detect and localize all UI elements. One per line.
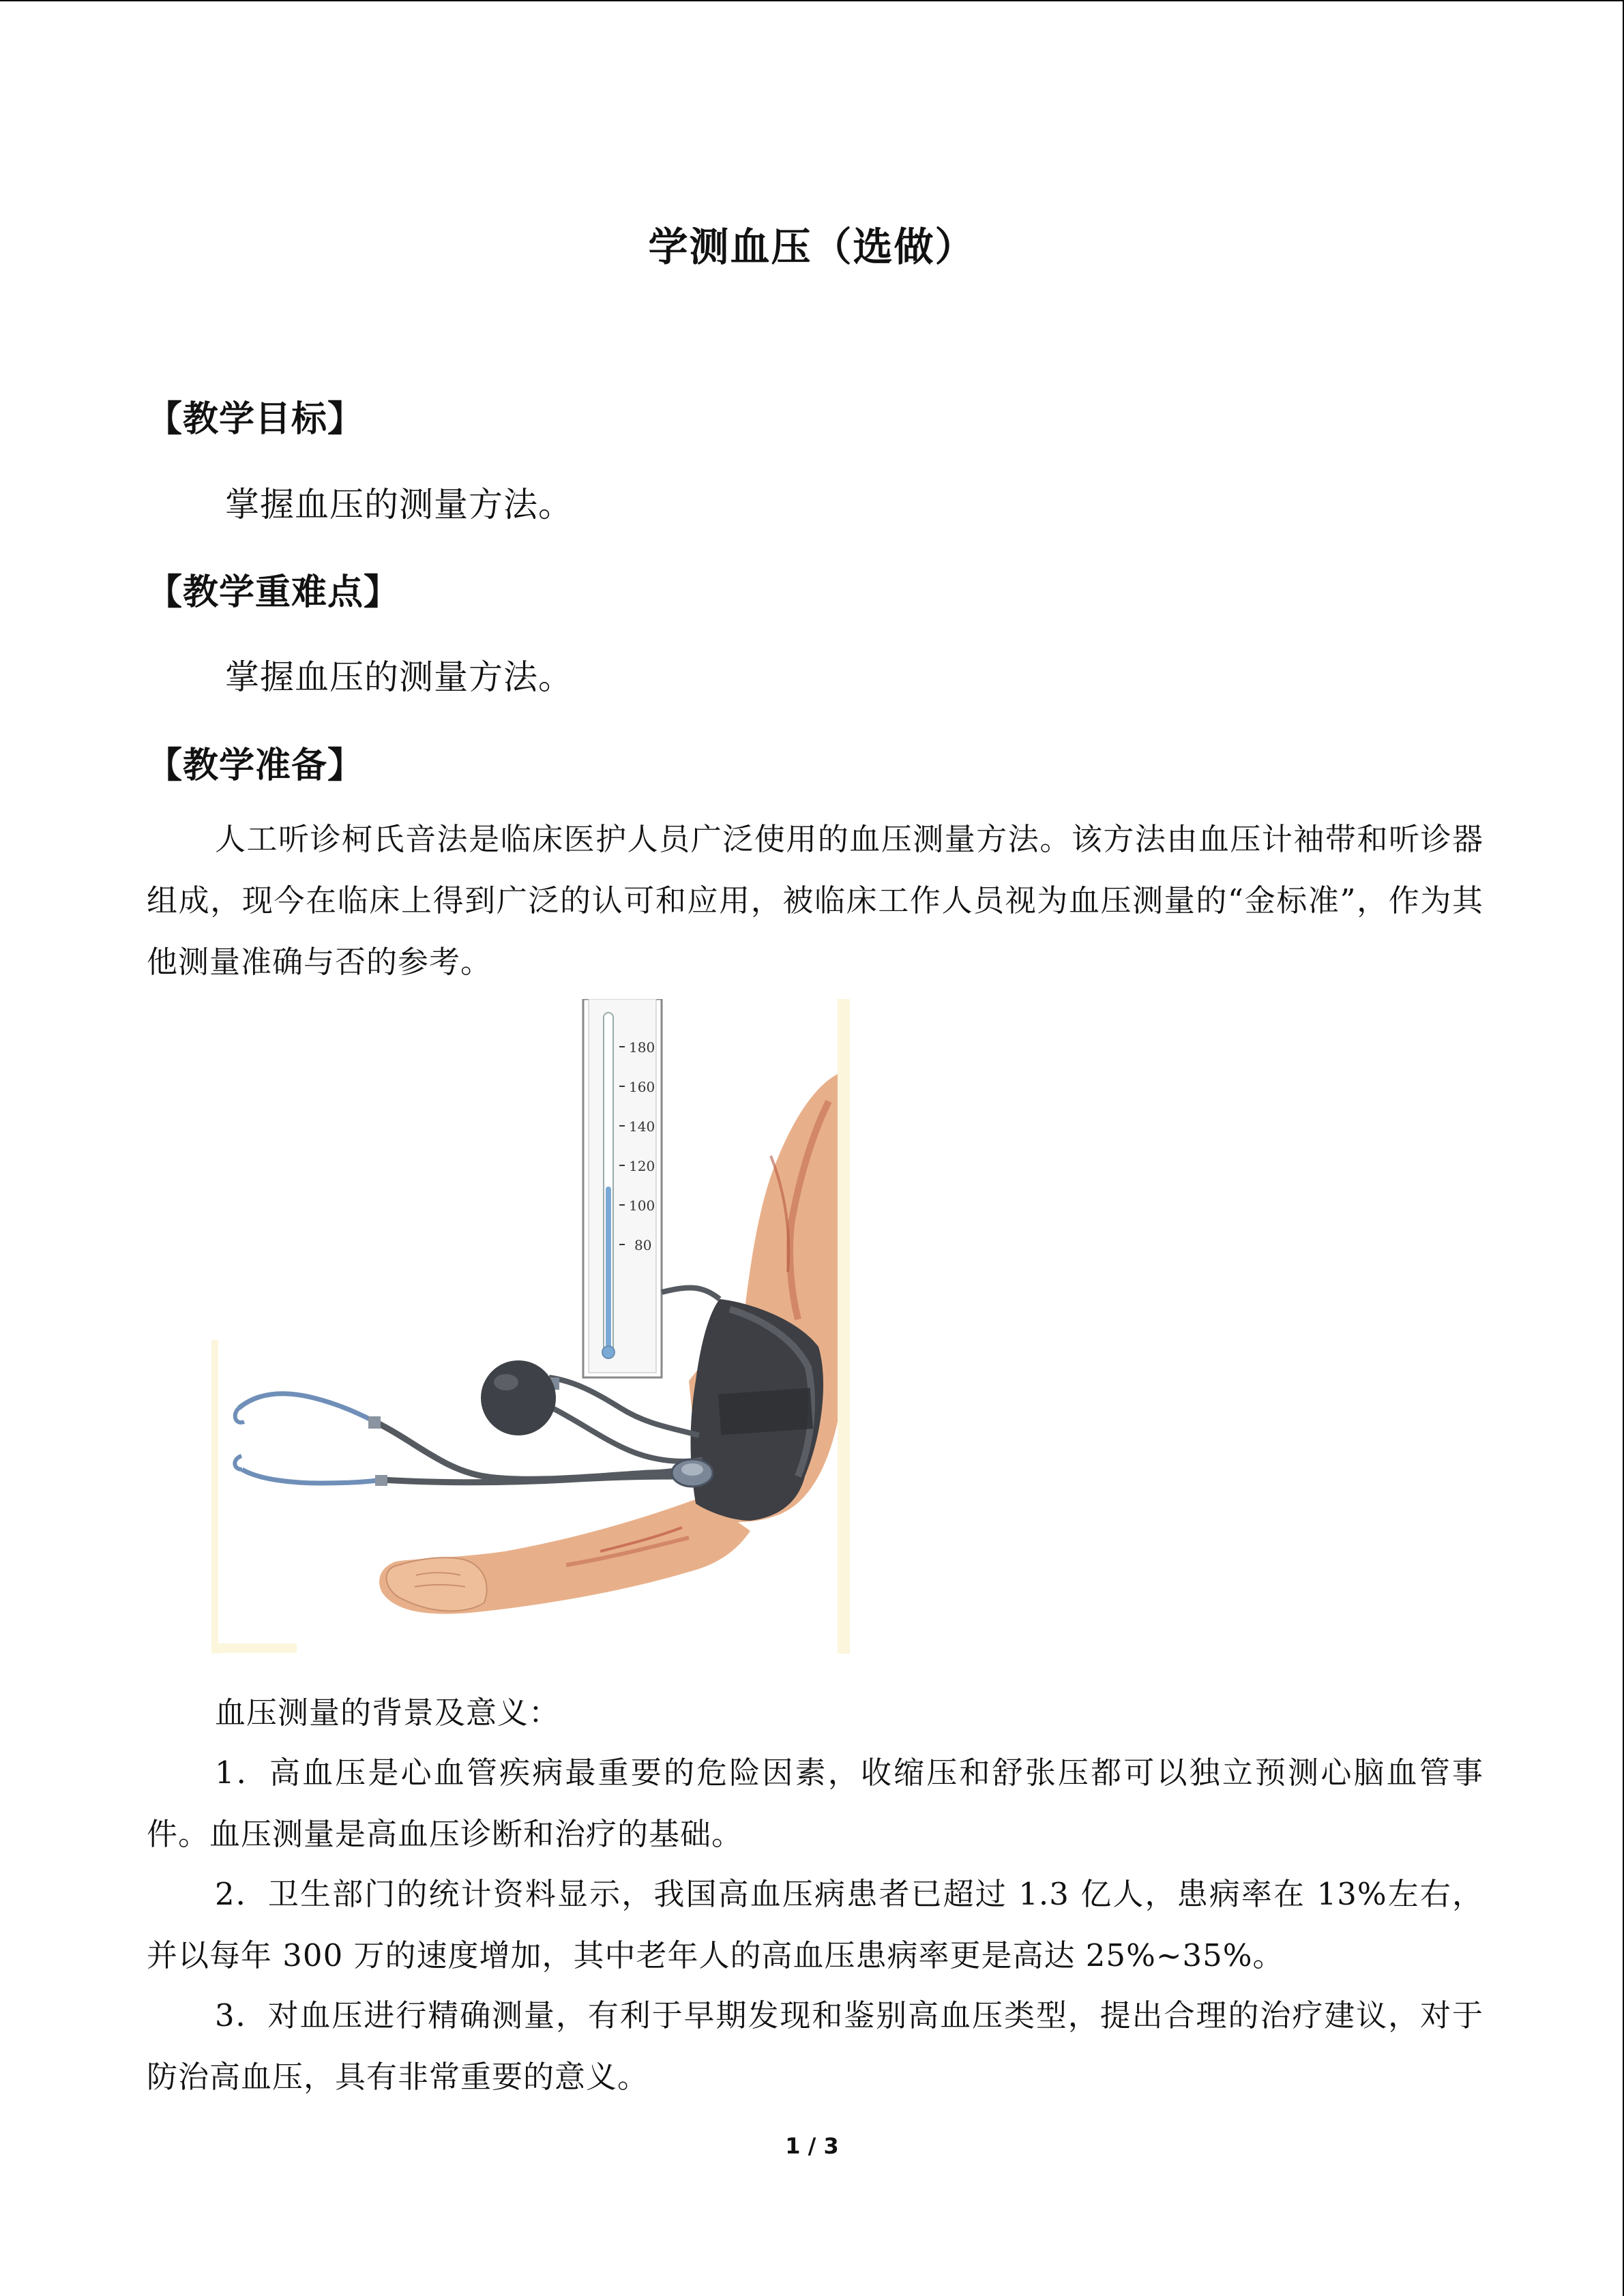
background-item-1: 1．高血压是心血管疾病最重要的危险因素，收缩压和舒张压都可以独立预测心脑血管事件。血压测量是高血压诊断和治疗的基础。 — [147, 1755, 1483, 1852]
blood-pressure-measurement-figure — [211, 999, 853, 1657]
background-lead: 血压测量的背景及意义： — [215, 1695, 561, 1731]
inflation-bulb — [481, 1360, 556, 1435]
stethoscope-joint-upper — [368, 1416, 381, 1429]
background-item-3: 3．对血压进行精确测量，有利于早期发现和鉴别高血压类型，提出合理的治疗建议，对于防治高血压，具有非常重要的意义。 — [147, 1997, 1483, 2095]
cuff-velcro-band — [718, 1388, 813, 1435]
scale-label-180: 180 — [629, 1039, 655, 1056]
manometer-tube — [662, 1287, 720, 1299]
scale-label-160: 160 — [629, 1079, 655, 1095]
scale-label-140: 140 — [629, 1118, 655, 1135]
bulb-tube-lower — [552, 1408, 703, 1461]
scale-label-100: 100 — [629, 1197, 655, 1214]
heading-key-points: 【教学重难点】 — [147, 572, 400, 613]
teaching-goal-text: 掌握血压的测量方法。 — [225, 485, 573, 524]
heading-preparation: 【教学准备】 — [147, 745, 364, 786]
page-title: 学测血压（选做） — [648, 224, 976, 270]
chest-piece-highlight — [681, 1463, 703, 1476]
mercury-column — [606, 1187, 611, 1352]
page-number: 1 / 3 — [785, 2133, 839, 2159]
figure-bottom-edge — [211, 1643, 297, 1653]
preparation-intro-paragraph: 人工听诊柯氏音法是临床医护人员广泛使用的血压测量方法。该方法由血压计袖带和听诊器组成，现今在临床上得到广泛的认可和应用，被临床工作人员视为血压测量的“金标准”，作为其他测量准确与否的参考。 — [147, 821, 1483, 980]
figure-right-edge — [838, 999, 850, 1654]
figure-left-edge — [211, 1340, 218, 1654]
bulb-tube-upper — [549, 1377, 699, 1435]
stethoscope-earpiece-lower — [235, 1456, 242, 1470]
mercury-bulb — [602, 1346, 615, 1358]
bulb-highlight — [494, 1374, 518, 1390]
stethoscope-ear-tube-upper — [239, 1394, 375, 1422]
heading-teaching-goal: 【教学目标】 — [147, 399, 364, 440]
stethoscope-joint-lower — [375, 1475, 387, 1486]
stethoscope-earpiece-upper — [235, 1408, 244, 1422]
key-points-text: 掌握血压的测量方法。 — [225, 657, 573, 697]
background-item-2: 2．卫生部门的统计资料显示，我国高血压病患者已超过 1.3 亿人，患病率在 13%左右，并以每年 300 万的速度增加，其中老年人的高血压患病率更是高达 25%~35%。 — [147, 1876, 1483, 1973]
scale-label-120: 120 — [629, 1158, 655, 1174]
scale-label-80: 80 — [634, 1237, 652, 1253]
stethoscope-ear-tube-lower — [242, 1470, 382, 1483]
